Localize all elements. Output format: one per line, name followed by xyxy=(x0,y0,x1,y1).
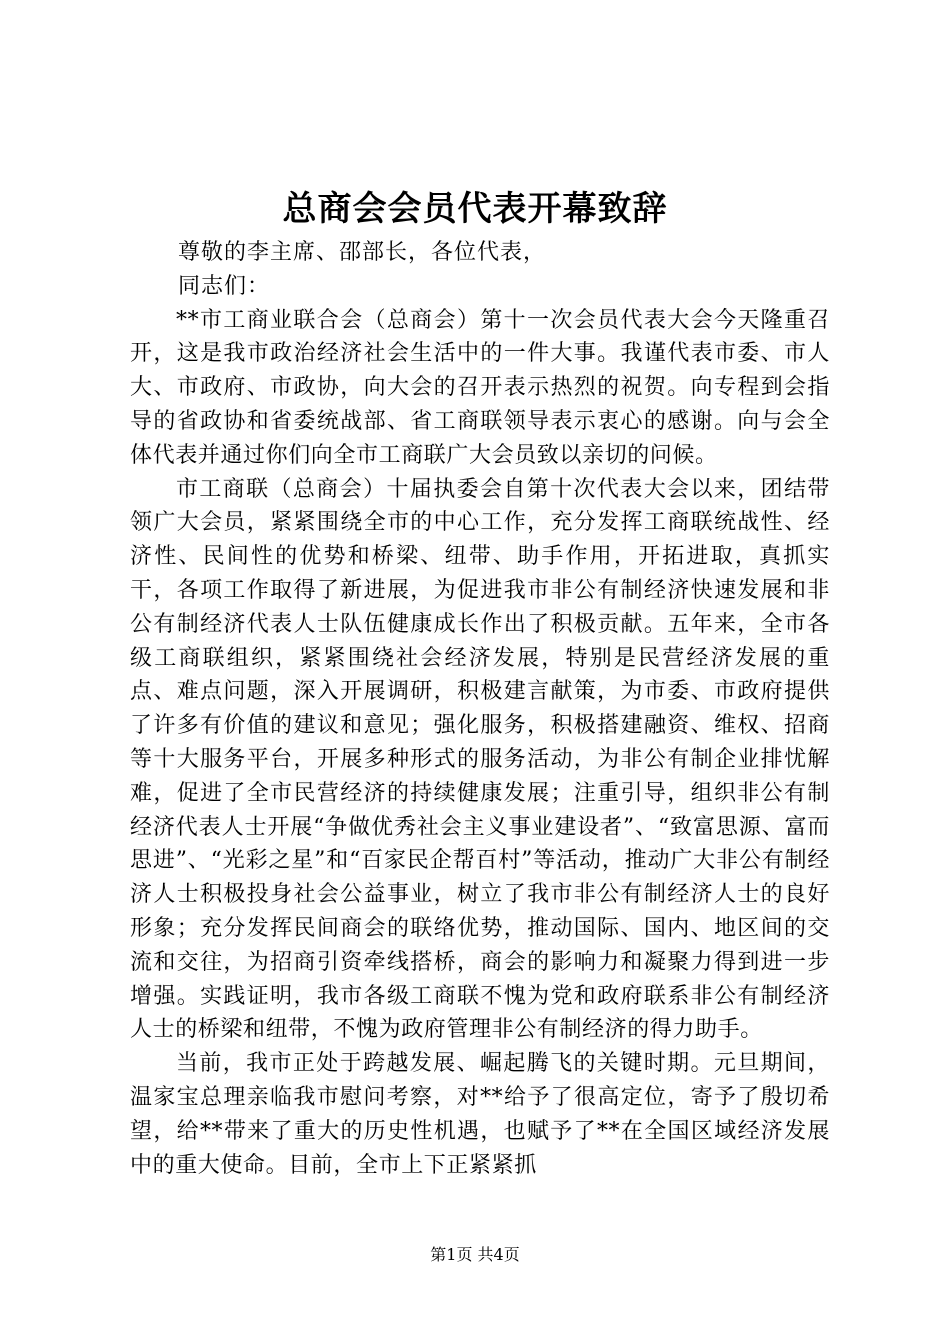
document-title: 总商会会员代表开幕致辞 xyxy=(282,189,668,229)
body-paragraph: **市工商业联合会（总商会）第十一次会员代表大会今天隆重召开，这是我市政治经济社会生活中的一件大事。我谨代表市委、市人大、市政府、市政协，向大会的召开表示热烈的祝贺。向专程到会指导的省政协和省委统战部、省工商联领导表示衷心的感谢。向与会全体代表并通过你们向全市工商联广大会员致以亲切的问候。 xyxy=(130,307,830,468)
document-body xyxy=(130,236,830,1182)
salutation-line: 尊敬的李主席、邵部长，各位代表， xyxy=(178,240,547,265)
salutation-line: 同志们： xyxy=(178,273,271,299)
page-footer: 第1页 共4页 xyxy=(430,1245,520,1264)
body-paragraph: 市工商联（总商会）十届执委会自第十次代表大会以来，团结带领广大会员，紧紧围绕全市的中心工作，充分发挥工商联统战性、经济性、民间性的优势和桥梁、纽带、助手作用，开拓进取，真抓实干，各项工作取得了新进展，为促进我市非公有制经济快速发展和非公有制经济代表人士队伍健康成长作出了积极贡献。五年来，全市各级工商联组织，紧紧围绕社会经济发展，特别是民营经济发展的重点、难点问题，深入开展调研，积极建言献策，为市委、市政府提供了许多有价值的建议和意见；强化服务，积极搭建融资、维权、招商等十大服务平台，开展多种形式的服务活动，为非公有制企业排忧解难，促进了全市民营经济的持续健康发展；注重引导，组织非公有制经济代表人士开展“争做优秀社会主义事业建设者”、“致富思源、富而思进”、“光彩之星”和“百家民企帮百村”等活动，推动广大非公有制经济人士积极投身社会公益事业，树立了我市非公有制经济人士的良好形象；充分发挥民间商会的联络优势，推动国际、国内、地区间的交流和交往，为招商引资牵线搭桥，商会的影响力和凝聚力得到进一步增强。实践证明，我市各级工商联不愧为党和政府联系非公有制经济人士的桥梁和纽带，不愧为政府管理非公有制经济的得力助手。 xyxy=(130,476,830,1043)
body-paragraph: 当前，我市正处于跨越发展、崛起腾飞的关键时期。元旦期间，温家宝总理亲临我市慰问考察，对**给予了很高定位，寄予了殷切希望，给**带来了重大的历史性机遇，也赋予了**在全国区域经济发展中的重大使命。目前，全市上下正紧紧抓 xyxy=(130,1051,830,1178)
